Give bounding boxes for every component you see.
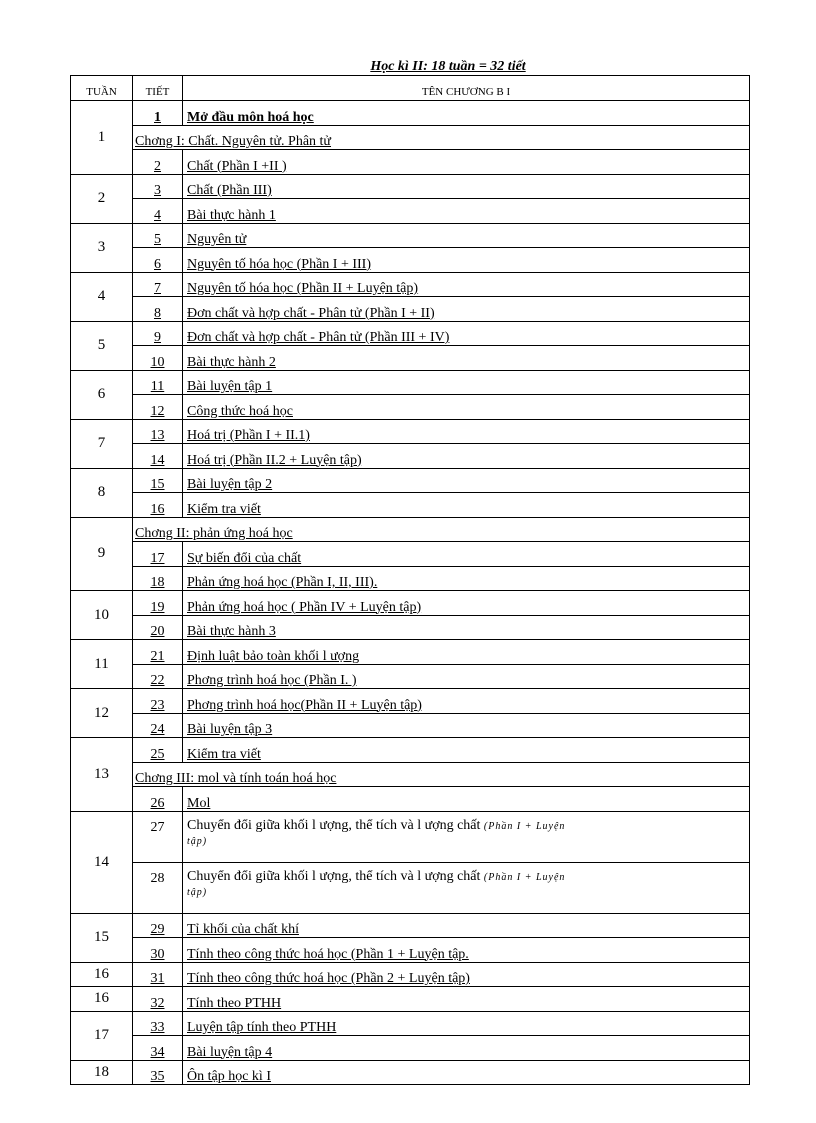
- chapter-row: [71, 762, 750, 787]
- lesson-title-note: (Phần I + Luyện: [483, 820, 566, 832]
- week-cell: 7: [71, 419, 133, 468]
- header-week: TUẦN: [71, 76, 133, 101]
- lesson-row: [71, 395, 750, 420]
- week-cell: 4: [71, 272, 133, 321]
- period-number: 9: [133, 321, 183, 346]
- period-number: 31: [133, 962, 183, 987]
- period-number: 7: [133, 272, 183, 297]
- lesson-title: Bài luyện tập 1: [183, 370, 750, 395]
- week-cell: 14: [71, 811, 133, 913]
- period-number: 16: [133, 493, 183, 518]
- header-row: [71, 76, 750, 101]
- lesson-row: [71, 346, 750, 371]
- lesson-title: Phơng trình hoá học(Phần II + Luyện tập): [183, 689, 750, 714]
- lesson-row: [71, 811, 750, 862]
- lesson-row: [71, 248, 750, 273]
- week-cell: 12: [71, 689, 133, 738]
- chapter-row: [71, 125, 750, 150]
- week-cell: 17: [71, 1011, 133, 1060]
- lesson-title-text: Chuyển đổi giữa khối l ượng, thể tích và l ượng chất: [187, 817, 484, 833]
- week-cell: 13: [71, 738, 133, 812]
- week-cell: 5: [71, 321, 133, 370]
- week-cell: 6: [71, 370, 133, 419]
- period-number: 2: [133, 150, 183, 175]
- period-number: 32: [133, 987, 183, 1012]
- lesson-row: [71, 174, 750, 199]
- period-number: 20: [133, 615, 183, 640]
- lesson-row: [71, 468, 750, 493]
- period-number: 14: [133, 444, 183, 469]
- lesson-row: [71, 787, 750, 812]
- period-number: 22: [133, 664, 183, 689]
- lesson-title: Đơn chất và hợp chất - Phân tử (Phần I + II): [183, 297, 750, 322]
- period-number: 33: [133, 1011, 183, 1036]
- period-number: 3: [133, 174, 183, 199]
- period-number: 19: [133, 591, 183, 616]
- lesson-title: Kiểm tra viết: [183, 493, 750, 518]
- lesson-row: [71, 419, 750, 444]
- lesson-title: [183, 862, 750, 913]
- lesson-title: Phản ứng hoá học ( Phần IV + Luyện tập): [183, 591, 750, 616]
- lesson-row: [71, 913, 750, 938]
- lesson-row: [71, 962, 750, 987]
- lesson-row: [71, 615, 750, 640]
- chapter-heading: Chơng III: mol và tính toán hoá học: [133, 762, 750, 787]
- header-title: TÊN CHƯƠNG B I: [183, 76, 750, 101]
- lesson-row: [71, 591, 750, 616]
- table-body: [71, 101, 750, 1085]
- week-cell: 18: [71, 1060, 133, 1085]
- period-number: 12: [133, 395, 183, 420]
- lesson-title: Hoá trị (Phần I + II.1): [183, 419, 750, 444]
- period-number: 5: [133, 223, 183, 248]
- lesson-title-note-cont: tập): [187, 886, 208, 898]
- lesson-row: [71, 862, 750, 913]
- week-cell: 2: [71, 174, 133, 223]
- period-number: 13: [133, 419, 183, 444]
- lesson-row: [71, 640, 750, 665]
- lesson-title: Định luật bảo toàn khối l ượng: [183, 640, 750, 665]
- lesson-row: [71, 199, 750, 224]
- lesson-row: [71, 987, 750, 1012]
- period-number: 15: [133, 468, 183, 493]
- period-number: 30: [133, 938, 183, 963]
- lesson-title: Bài luyện tập 4: [183, 1036, 750, 1061]
- period-number: 10: [133, 346, 183, 371]
- lesson-title: Tính theo công thức hoá học (Phần 1 + Luyện tập.: [183, 938, 750, 963]
- lesson-row: [71, 938, 750, 963]
- period-number: 4: [133, 199, 183, 224]
- lesson-row: [71, 321, 750, 346]
- week-cell: 16: [71, 962, 133, 987]
- lesson-row: [71, 566, 750, 591]
- lesson-title: Bài thực hành 1: [183, 199, 750, 224]
- lesson-title: Mol: [183, 787, 750, 812]
- chapter-heading: Chơng I: Chất. Nguyên tử. Phân tử: [133, 125, 750, 150]
- lesson-row: [71, 542, 750, 567]
- chapter-row: [71, 517, 750, 542]
- period-number: 28: [133, 862, 183, 913]
- lesson-title: Nguyên tử: [183, 223, 750, 248]
- lesson-row: [71, 738, 750, 763]
- lesson-title: Sự biến đổi của chất: [183, 542, 750, 567]
- period-number: 23: [133, 689, 183, 714]
- week-cell: 1: [71, 101, 133, 175]
- period-number: 25: [133, 738, 183, 763]
- lesson-title: Phản ứng hoá học (Phần I, II, III).: [183, 566, 750, 591]
- lesson-row: [71, 444, 750, 469]
- week-cell: 3: [71, 223, 133, 272]
- lesson-row: [71, 1011, 750, 1036]
- week-cell: 16: [71, 987, 133, 1012]
- period-number: 8: [133, 297, 183, 322]
- lesson-title: Luyện tập tính theo PTHH: [183, 1011, 750, 1036]
- lesson-title: Đơn chất và hợp chất - Phân tử (Phần III + IV): [183, 321, 750, 346]
- lesson-title: Chất (Phần I +II ): [183, 150, 750, 175]
- lesson-row: [71, 713, 750, 738]
- lesson-row: [71, 664, 750, 689]
- lesson-title: Chất (Phần III): [183, 174, 750, 199]
- period-number: 6: [133, 248, 183, 273]
- lesson-row: [71, 493, 750, 518]
- lesson-title-text: Chuyển đổi giữa khối l ượng, thể tích và l ượng chất: [187, 868, 484, 884]
- lesson-title: Tính theo công thức hoá học (Phần 2 + Luyện tập): [183, 962, 750, 987]
- chapter-heading: Chơng II: phản ứng hoá học: [133, 517, 750, 542]
- period-number: 26: [133, 787, 183, 812]
- lesson-row: [71, 150, 750, 175]
- lesson-row: [71, 272, 750, 297]
- lesson-title: Tỉ khối của chất khí: [183, 913, 750, 938]
- period-number: 29: [133, 913, 183, 938]
- week-cell: 11: [71, 640, 133, 689]
- lesson-title: Bài thực hành 3: [183, 615, 750, 640]
- period-number: 27: [133, 811, 183, 862]
- lesson-title: Kiểm tra viết: [183, 738, 750, 763]
- lesson-row: [71, 1060, 750, 1085]
- lesson-title: Nguyên tố hóa học (Phần I + III): [183, 248, 750, 273]
- curriculum-table: [70, 75, 750, 1085]
- lesson-title: Tính theo PTHH: [183, 987, 750, 1012]
- lesson-row: [71, 370, 750, 395]
- period-number: 24: [133, 713, 183, 738]
- lesson-title: Nguyên tố hóa học (Phần II + Luyện tập): [183, 272, 750, 297]
- lesson-title-note-cont: tập): [187, 835, 208, 847]
- period-number: 17: [133, 542, 183, 567]
- period-number: 34: [133, 1036, 183, 1061]
- lesson-title: Mở đầu môn hoá học: [183, 101, 750, 126]
- lesson-row: [71, 223, 750, 248]
- week-cell: 8: [71, 468, 133, 517]
- lesson-row: [71, 689, 750, 714]
- period-number: 11: [133, 370, 183, 395]
- lesson-title: [183, 811, 750, 862]
- lesson-title-note: (Phần I + Luyện: [483, 871, 566, 883]
- lesson-title: Phơng trình hoá học (Phần I. ): [183, 664, 750, 689]
- lesson-row: [71, 1036, 750, 1061]
- period-number: 1: [133, 101, 183, 126]
- period-number: 21: [133, 640, 183, 665]
- period-number: 18: [133, 566, 183, 591]
- lesson-title: Bài thực hành 2: [183, 346, 750, 371]
- lesson-title: Công thức hoá học: [183, 395, 750, 420]
- week-cell: 15: [71, 913, 133, 962]
- period-number: 35: [133, 1060, 183, 1085]
- lesson-title: Bài luyện tập 2: [183, 468, 750, 493]
- week-cell: 9: [71, 517, 133, 591]
- lesson-title: Hoá trị (Phần II.2 + Luyện tập): [183, 444, 750, 469]
- lesson-row: [71, 297, 750, 322]
- lesson-row: [71, 101, 750, 126]
- page-heading: Học kì II: 18 tuần = 32 tiết: [370, 59, 526, 74]
- lesson-title: Ôn tập học kì I: [183, 1060, 750, 1085]
- lesson-title: Bài luyện tập 3: [183, 713, 750, 738]
- header-period: TIẾT: [133, 76, 183, 101]
- week-cell: 10: [71, 591, 133, 640]
